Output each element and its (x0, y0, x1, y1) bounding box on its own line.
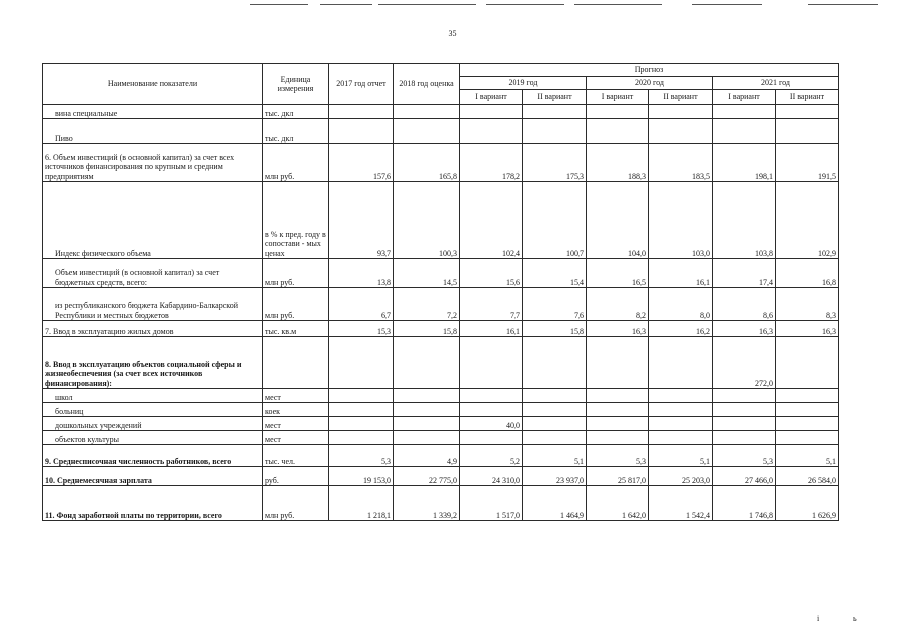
value-cell: 14,5 (394, 259, 460, 288)
value-cell: 15,8 (394, 321, 460, 337)
value-cell: 6,7 (329, 288, 394, 321)
forecast-table (42, 63, 839, 521)
value-cell (587, 403, 649, 417)
indicator-name: из республиканского бюджета Кабардино-Балкарской Республики и местных бюджетов (43, 288, 263, 321)
indicator-unit: коек (263, 403, 329, 417)
value-cell (587, 389, 649, 403)
table-row (43, 445, 839, 467)
value-cell (649, 337, 713, 389)
table-row (43, 467, 839, 486)
indicator-unit: тыс. дкл (263, 119, 329, 144)
table-row (43, 486, 839, 521)
value-cell: 157,6 (329, 144, 394, 182)
value-cell: 5,2 (460, 445, 523, 467)
header-name: Наименование показатели (43, 64, 263, 105)
indicator-unit: в % к пред. году в сопостави - мых ценах (263, 182, 329, 259)
value-cell: 104,0 (587, 182, 649, 259)
header-year-2019: 2019 год (460, 77, 587, 90)
value-cell (523, 105, 587, 119)
value-cell: 15,6 (460, 259, 523, 288)
table-row (43, 182, 839, 259)
value-cell (649, 389, 713, 403)
value-cell (776, 417, 839, 431)
table-body (43, 64, 839, 521)
value-cell: 272,0 (713, 337, 776, 389)
value-cell: 40,0 (460, 417, 523, 431)
value-cell (329, 337, 394, 389)
value-cell (713, 431, 776, 445)
value-cell: 1 464,9 (523, 486, 587, 521)
value-cell (460, 389, 523, 403)
value-cell (460, 431, 523, 445)
value-cell: 198,1 (713, 144, 776, 182)
value-cell (523, 431, 587, 445)
value-cell (713, 119, 776, 144)
value-cell (523, 337, 587, 389)
value-cell (460, 337, 523, 389)
footer-mark-1: i (817, 614, 820, 623)
header-variant: I вариант (460, 90, 523, 105)
value-cell: 102,9 (776, 182, 839, 259)
value-cell (523, 417, 587, 431)
value-cell (776, 403, 839, 417)
value-cell (776, 105, 839, 119)
value-cell: 1 339,2 (394, 486, 460, 521)
value-cell (523, 389, 587, 403)
top-rule-7 (808, 4, 878, 5)
value-cell: 8,0 (649, 288, 713, 321)
value-cell (460, 403, 523, 417)
indicator-unit: млн руб. (263, 288, 329, 321)
header-2018: 2018 год оценка (394, 64, 460, 105)
value-cell: 1 626,9 (776, 486, 839, 521)
value-cell: 1 542,4 (649, 486, 713, 521)
value-cell (460, 105, 523, 119)
value-cell: 4,9 (394, 445, 460, 467)
value-cell: 16,8 (776, 259, 839, 288)
value-cell (329, 105, 394, 119)
top-rule-6 (692, 4, 762, 5)
indicator-name: 10. Среднемесячная зарплата (43, 467, 263, 486)
value-cell (394, 119, 460, 144)
value-cell: 165,8 (394, 144, 460, 182)
header-variant: II вариант (523, 90, 587, 105)
indicator-name: 8. Ввод в эксплуатацию объектов социальной сферы и жизнеобеспечения (за счет всех источников финансирования): (43, 337, 263, 389)
value-cell: 5,3 (329, 445, 394, 467)
value-cell (523, 403, 587, 417)
value-cell: 16,5 (587, 259, 649, 288)
value-cell (713, 105, 776, 119)
value-cell: 5,3 (587, 445, 649, 467)
header-forecast: Прогноз (460, 64, 839, 77)
indicator-unit: млн руб. (263, 486, 329, 521)
value-cell: 7,6 (523, 288, 587, 321)
value-cell: 16,3 (587, 321, 649, 337)
table-row (43, 403, 839, 417)
page-number: 35 (448, 29, 457, 38)
value-cell (394, 389, 460, 403)
value-cell (713, 417, 776, 431)
value-cell (329, 119, 394, 144)
value-cell: 1 517,0 (460, 486, 523, 521)
value-cell (523, 119, 587, 144)
value-cell: 24 310,0 (460, 467, 523, 486)
value-cell: 15,3 (329, 321, 394, 337)
header-variant: II вариант (776, 90, 839, 105)
value-cell (394, 431, 460, 445)
value-cell: 25 817,0 (587, 467, 649, 486)
indicator-unit: руб. (263, 467, 329, 486)
indicator-name: школ (43, 389, 263, 403)
value-cell: 8,2 (587, 288, 649, 321)
value-cell (394, 403, 460, 417)
top-rule-2 (320, 4, 372, 5)
header-year-2021: 2021 год (713, 77, 839, 90)
header-unit: Единица измерения (263, 64, 329, 105)
value-cell: 17,4 (713, 259, 776, 288)
indicator-name: 9. Среднесписочная численность работников, всего (43, 445, 263, 467)
value-cell: 100,7 (523, 182, 587, 259)
value-cell (776, 431, 839, 445)
table-row (43, 417, 839, 431)
value-cell: 25 203,0 (649, 467, 713, 486)
value-cell: 1 642,0 (587, 486, 649, 521)
footer-mark-2: ь (853, 614, 857, 623)
value-cell: 22 775,0 (394, 467, 460, 486)
value-cell (394, 417, 460, 431)
value-cell (587, 431, 649, 445)
value-cell: 93,7 (329, 182, 394, 259)
table-row (43, 144, 839, 182)
value-cell: 188,3 (587, 144, 649, 182)
value-cell: 16,3 (713, 321, 776, 337)
value-cell (776, 389, 839, 403)
value-cell: 13,8 (329, 259, 394, 288)
indicator-unit: млн руб. (263, 144, 329, 182)
value-cell (329, 389, 394, 403)
value-cell: 15,8 (523, 321, 587, 337)
value-cell (649, 403, 713, 417)
value-cell: 191,5 (776, 144, 839, 182)
value-cell: 102,4 (460, 182, 523, 259)
value-cell: 8,3 (776, 288, 839, 321)
header-year-2020: 2020 год (587, 77, 713, 90)
header-row-1 (43, 64, 839, 77)
indicator-name: Объем инвестиций (в основной капитал) за счет бюджетных средств, всего: (43, 259, 263, 288)
indicator-name: больниц (43, 403, 263, 417)
table-row (43, 321, 839, 337)
value-cell: 16,3 (776, 321, 839, 337)
table-row (43, 431, 839, 445)
header-2017: 2017 год отчет (329, 64, 394, 105)
header-variant: II вариант (649, 90, 713, 105)
value-cell (776, 337, 839, 389)
value-cell: 1 218,1 (329, 486, 394, 521)
value-cell (329, 417, 394, 431)
value-cell (713, 403, 776, 417)
value-cell: 23 937,0 (523, 467, 587, 486)
value-cell: 5,1 (776, 445, 839, 467)
top-rule-3 (378, 4, 476, 5)
table-row (43, 288, 839, 321)
value-cell (460, 119, 523, 144)
value-cell: 183,5 (649, 144, 713, 182)
value-cell (394, 337, 460, 389)
value-cell (587, 337, 649, 389)
header-variant: I вариант (587, 90, 649, 105)
indicator-unit: тыс. чел. (263, 445, 329, 467)
top-rule-5 (574, 4, 662, 5)
value-cell (649, 105, 713, 119)
value-cell (713, 389, 776, 403)
indicator-unit: тыс. кв.м (263, 321, 329, 337)
indicator-name: Пиво (43, 119, 263, 144)
indicator-name: 7. Ввод в эксплуатацию жилых домов (43, 321, 263, 337)
value-cell: 16,1 (649, 259, 713, 288)
value-cell: 103,0 (649, 182, 713, 259)
table-row (43, 259, 839, 288)
value-cell: 175,3 (523, 144, 587, 182)
value-cell (649, 431, 713, 445)
value-cell: 5,1 (649, 445, 713, 467)
value-cell: 16,2 (649, 321, 713, 337)
value-cell: 19 153,0 (329, 467, 394, 486)
indicator-name: вина специальные (43, 105, 263, 119)
value-cell (587, 119, 649, 144)
indicator-name: 11. Фонд заработной платы по территории, всего (43, 486, 263, 521)
indicator-unit: тыс. дкл (263, 105, 329, 119)
table-row (43, 119, 839, 144)
indicator-name: Индекс физического объема (43, 182, 263, 259)
value-cell: 7,2 (394, 288, 460, 321)
value-cell: 103,8 (713, 182, 776, 259)
value-cell (587, 417, 649, 431)
indicator-unit: мест (263, 417, 329, 431)
indicator-name: объектов культуры (43, 431, 263, 445)
indicator-unit: мест (263, 431, 329, 445)
value-cell: 27 466,0 (713, 467, 776, 486)
value-cell: 178,2 (460, 144, 523, 182)
value-cell (394, 105, 460, 119)
value-cell (329, 403, 394, 417)
value-cell: 8,6 (713, 288, 776, 321)
indicator-unit (263, 337, 329, 389)
value-cell: 7,7 (460, 288, 523, 321)
top-rule-1 (250, 4, 308, 5)
indicator-name: дошкольных учреждений (43, 417, 263, 431)
value-cell: 5,1 (523, 445, 587, 467)
value-cell: 1 746,8 (713, 486, 776, 521)
indicator-name: 6. Объем инвестиций (в основной капитал) за счет всех источников финансирования по крупным и средним предприятиям (43, 144, 263, 182)
table-row (43, 105, 839, 119)
value-cell: 5,3 (713, 445, 776, 467)
value-cell: 16,1 (460, 321, 523, 337)
indicator-unit: мест (263, 389, 329, 403)
value-cell (649, 417, 713, 431)
value-cell: 100,3 (394, 182, 460, 259)
header-variant: I вариант (713, 90, 776, 105)
value-cell: 26 584,0 (776, 467, 839, 486)
value-cell (329, 431, 394, 445)
value-cell (776, 119, 839, 144)
value-cell (587, 105, 649, 119)
table-row (43, 389, 839, 403)
value-cell (649, 119, 713, 144)
value-cell: 15,4 (523, 259, 587, 288)
table-row (43, 337, 839, 389)
top-rule-4 (486, 4, 564, 5)
indicator-unit: млн руб. (263, 259, 329, 288)
